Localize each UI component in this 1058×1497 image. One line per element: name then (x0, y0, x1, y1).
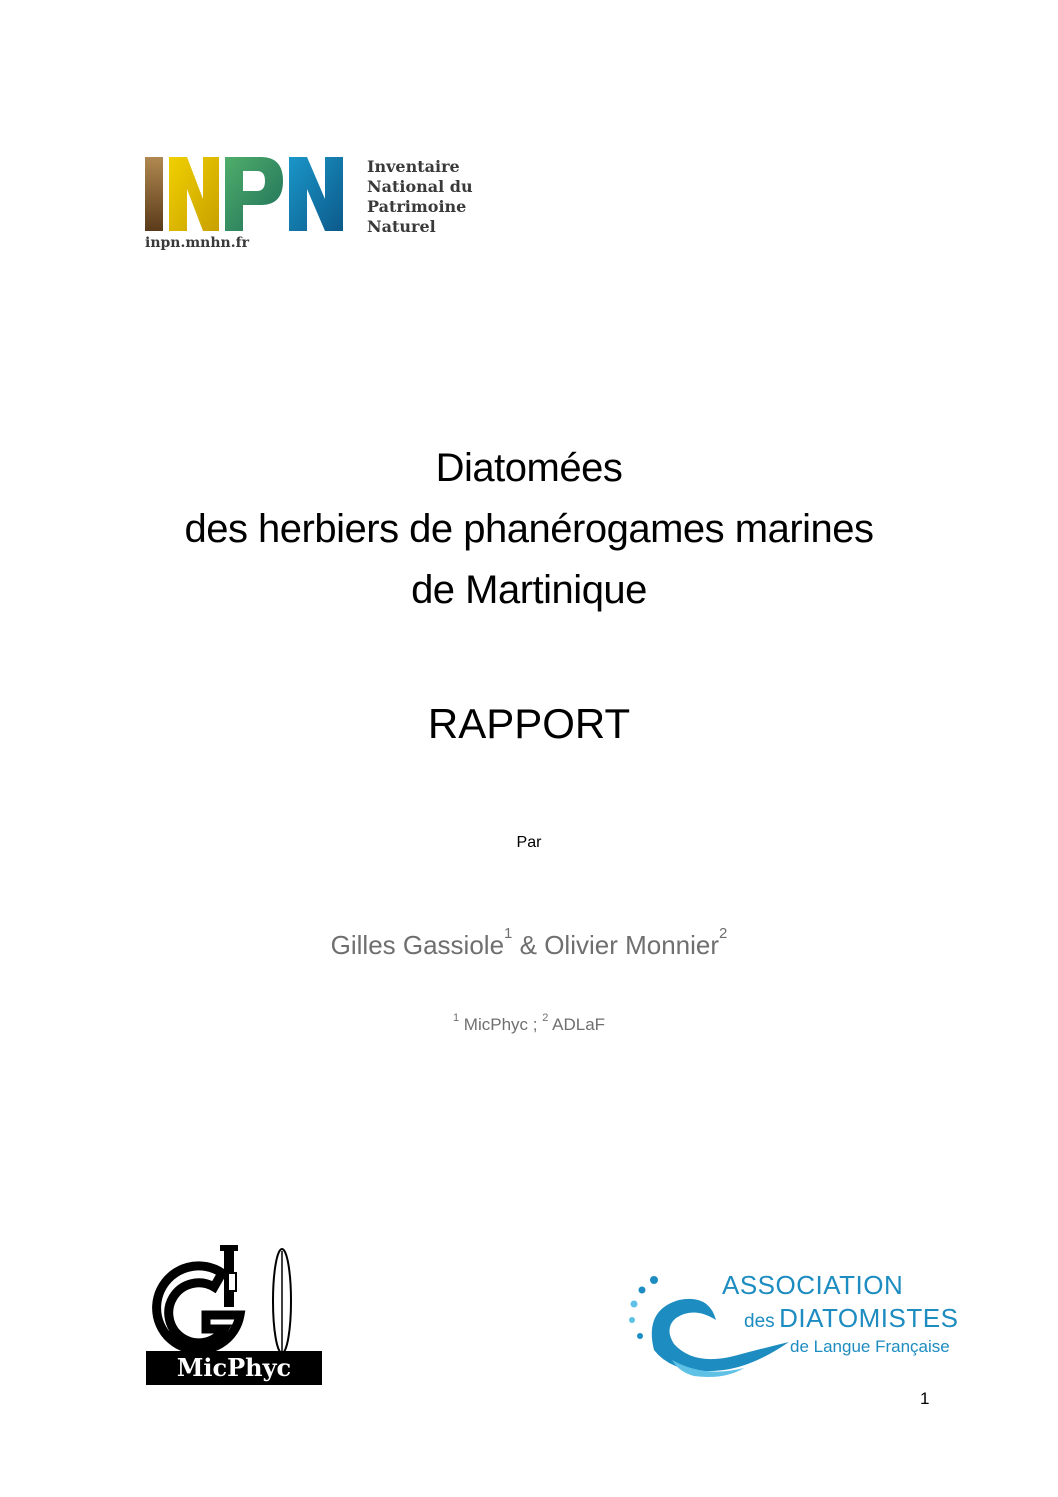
author-2-affiliation-mark: 2 (719, 925, 728, 942)
inpn-logo (143, 155, 478, 260)
inpn-line: National du (367, 177, 473, 196)
affiliations (0, 1012, 1058, 1035)
adlaf-logo (624, 1270, 964, 1380)
inpn-line: Patrimoine (367, 197, 467, 216)
inpn-letters-graphic (143, 155, 365, 235)
document-title (0, 438, 1058, 621)
title-line: des herbiers de phanérogames marines (184, 507, 874, 551)
adlaf-line-3: de Langue Française (790, 1337, 950, 1356)
affiliation-2: ADLaF (552, 1015, 606, 1034)
affiliation-1: MicPhyc ; (463, 1015, 538, 1034)
author-1: Gilles Gassiole (330, 930, 505, 960)
adlaf-line-2-main: DIATOMISTES (779, 1303, 959, 1333)
affiliation-1-mark: 1 (452, 1012, 460, 1024)
by-label: Par (516, 834, 542, 851)
author-2: Olivier Monnier (544, 930, 720, 960)
micphyc-logo (144, 1243, 324, 1388)
report-subtitle: RAPPORT (427, 700, 631, 747)
adlaf-line-1: ASSOCIATION (722, 1270, 904, 1300)
inpn-line: Naturel (367, 217, 436, 236)
micphyc-emblem (144, 1243, 324, 1388)
inpn-line: Inventaire (367, 157, 460, 176)
affiliation-2-mark: 2 (542, 1012, 549, 1024)
author-1-affiliation-mark: 1 (504, 925, 513, 942)
micphyc-label: MicPhyc (176, 1353, 292, 1382)
adlaf-line-2-prefix: des (744, 1311, 775, 1332)
page-number: 1 (920, 1389, 930, 1408)
author-separator: & (512, 930, 545, 960)
adlaf-line-2 (744, 1303, 958, 1334)
title-line: de Martinique (411, 568, 647, 612)
inpn-name-text (367, 157, 473, 237)
inpn-url: inpn.mnhn.fr (145, 235, 249, 251)
title-line: Diatomées (435, 446, 623, 490)
authors (0, 925, 1058, 961)
